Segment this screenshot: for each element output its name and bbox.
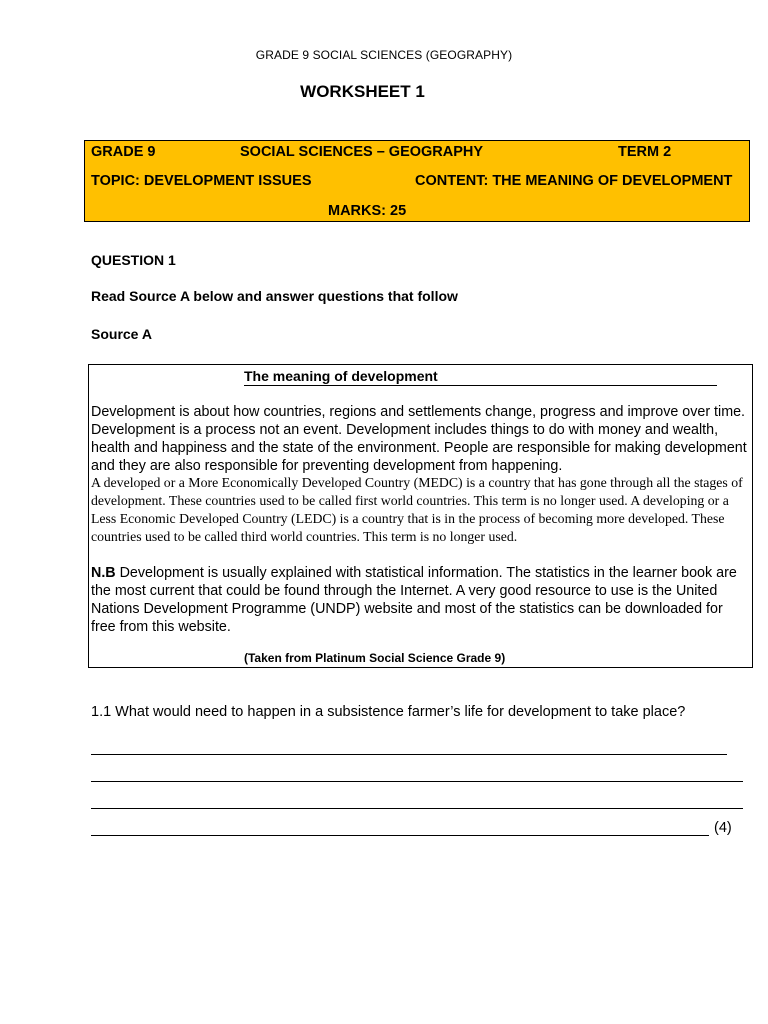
subject-label: SOCIAL SCIENCES – GEOGRAPHY [240,144,484,160]
answer-line[interactable] [91,808,743,809]
answer-line[interactable] [91,835,709,836]
source-box [88,364,753,668]
document-header: GRADE 9 SOCIAL SCIENCES (GEOGRAPHY) [255,48,513,62]
source-paragraph-1: Development is about how countries, regions and settlements change, progress and improve over time. Development is a process not an event. Development includes things to do with money and wealth, health and happiness and the state of the environment. People are responsible for making development and they are also responsible for preventing development from happening. [91,404,747,474]
info-box [84,140,750,222]
term-label: TERM 2 [618,144,672,160]
source-credit: (Taken from Platinum Social Science Grade 9) [244,651,506,665]
answer-line[interactable] [91,754,727,755]
grade-label: GRADE 9 [91,144,156,160]
nb-text: Development is usually explained with statistical information. The statistics in the learner book are the most current that could be found through the Internet. A very good resource to use is the United Nations Development Programme (UNDP) website and most of the statistics can be downloaded for free from this website. [91,565,737,635]
source-title: The meaning of development [244,368,717,386]
content-label: CONTENT: THE MEANING OF DEVELOPMENT [415,173,733,189]
question-instruction: Read Source A below and answer questions that follow [91,288,458,304]
question-marks: (4) [714,820,732,836]
question-1-1: 1.1 What would need to happen in a subsistence farmer’s life for development to take place? [91,704,686,720]
nb-label: N.B [91,565,116,581]
marks-label: MARKS: 25 [328,203,407,219]
source-label: Source A [91,326,152,342]
worksheet-title: WORKSHEET 1 [300,82,425,101]
topic-label: TOPIC: DEVELOPMENT ISSUES [91,173,312,189]
source-nb-paragraph [91,564,751,636]
question-heading: QUESTION 1 [91,252,176,268]
source-paragraph-2: A developed or a More Economically Developed Country (MEDC) is a country that has gone through all the stages of development. These countries used to be called first world countries. This term is no longer used. A developing or a Less Economic Developed Country (LEDC) is a country that is in the process of becoming more developed. These countries used to be called third world countries. This term is no longer used. [91,475,743,544]
answer-line[interactable] [91,781,743,782]
